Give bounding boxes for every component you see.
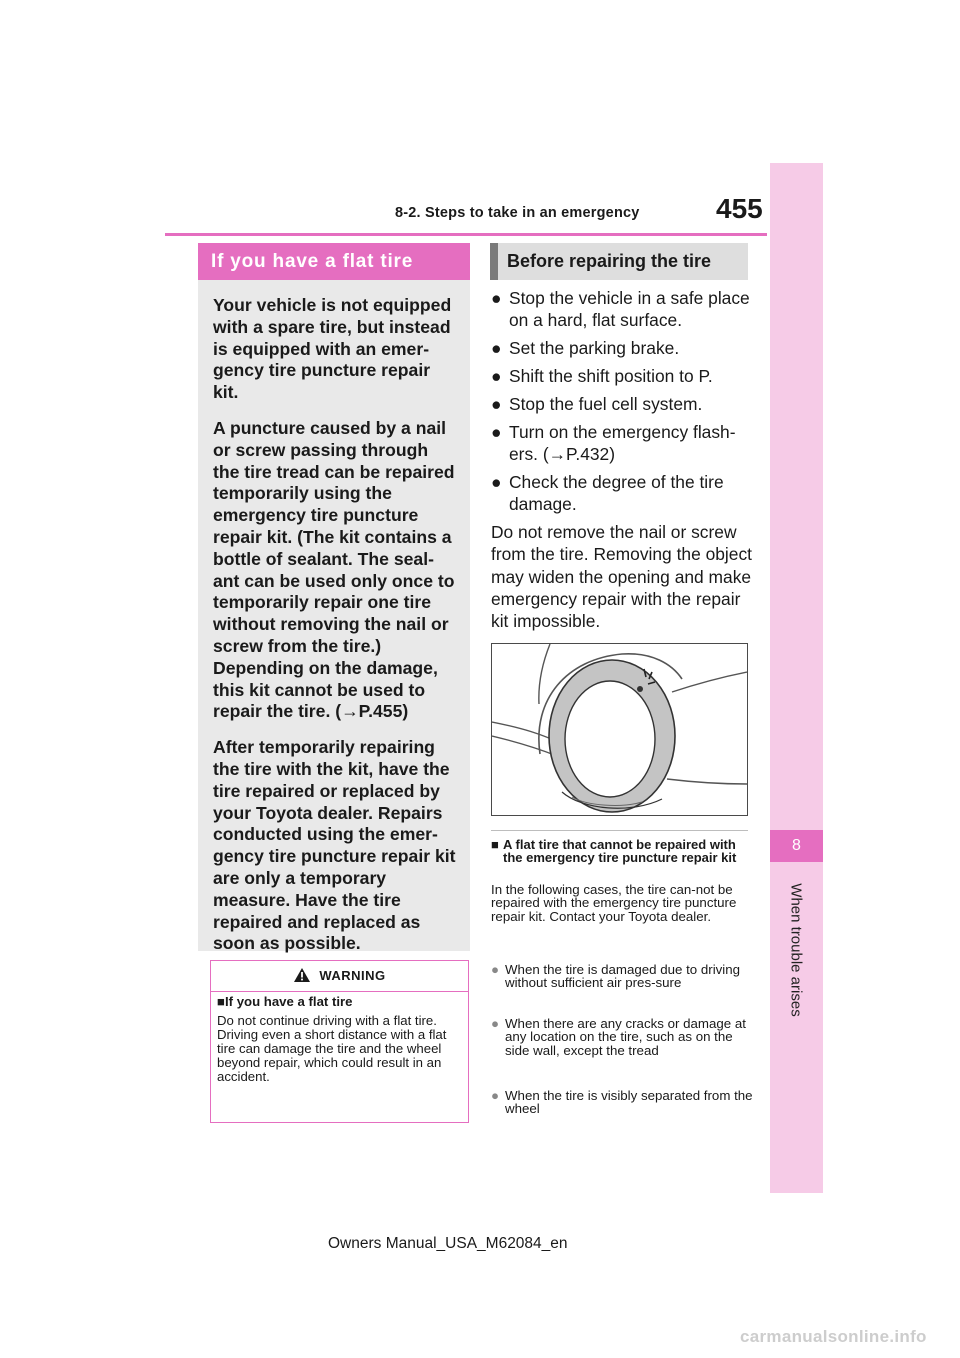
tire-illustration xyxy=(491,643,748,816)
info-paragraph: After temporarily repairing the tire with the kit, have the tire repaired or replaced by your Toyota dealer. Repairs conducted using the emer-gency tire puncture repair kit are only a temporary measure. Have the tire repaired and replaced as soon as possible. xyxy=(213,737,456,954)
list-item: ● Turn on the emergency flash-ers. (→P.432) xyxy=(491,422,736,464)
section-divider xyxy=(491,830,748,831)
warning-title-bar xyxy=(211,961,468,992)
chapter-number: 8 xyxy=(770,830,823,862)
bullet-icon: ● xyxy=(491,366,502,386)
chapter-thumb-tab xyxy=(770,163,823,1193)
bullet-icon: ● xyxy=(491,288,502,308)
bullet-icon: ● xyxy=(491,472,502,492)
info-paragraph: A puncture caused by a nail or screw passing through the tire tread can be repaired temporarily using the emergency tire puncture repair kit. (The kit contains a bottle of sealant. The seal-ant can be used only once to temporarily repair one tire without removing the nail or screw from the tire.) Depending on the damage, this kit cannot be used to repair the tire. (→P.455) xyxy=(213,417,455,722)
header-rule xyxy=(165,233,767,236)
list-item: ● Check the degree of the tire damage. xyxy=(491,472,724,514)
list-item: ● Shift the shift position to P. xyxy=(491,366,713,386)
warning-body: Do not continue driving with a flat tire. Driving even a short distance with a flat tire can damage the tire and the wheel beyond repair, which could result in an accident. xyxy=(217,1013,447,1084)
flat-tire-heading: If you have a flat tire xyxy=(198,243,470,280)
watermark: carmanualsonline.info xyxy=(740,1327,927,1346)
bullet-icon: ● xyxy=(491,1016,500,1031)
section-title: 8-2. Steps to take in an emergency xyxy=(395,205,640,221)
bullet-icon: ● xyxy=(491,962,500,977)
warning-triangle-icon xyxy=(293,967,311,983)
list-item: ● When the tire is damaged due to driving without sufficient air pres-sure xyxy=(491,962,741,991)
warning-box xyxy=(210,960,469,1123)
info-paragraph: Your vehicle is not equipped with a spare tire, but instead is equipped with an emer-gency tire puncture repair kit. xyxy=(213,295,452,403)
page-number: 455 xyxy=(716,193,763,224)
flat-tire-info-box xyxy=(198,280,470,954)
bullet-icon: ● xyxy=(491,1088,500,1103)
chapter-label: When trouble arises xyxy=(787,883,805,1017)
before-repairing-heading: Before repairing the tire xyxy=(490,243,748,280)
square-bullet-icon: ■ xyxy=(217,994,225,1009)
subsection-heading: ■ A flat tire that cannot be repaired with the emergency tire puncture repair kit xyxy=(491,837,737,865)
list-item: ● When there are any cracks or damage at any location on the tire, such as on the side wall, except the tread xyxy=(491,1016,746,1058)
warning-title: WARNING xyxy=(319,968,386,983)
body-paragraph: Do not remove the nail or screw from the tire. Removing the object may widen the opening and make emergency repair with the repair kit impossible. xyxy=(491,522,752,632)
subsection-intro: In the following cases, the tire can-not be repaired with the emergency tire puncture repair kit. Contact your Toyota dealer. xyxy=(491,882,737,924)
bullet-icon: ● xyxy=(491,338,502,358)
list-item: ● Set the parking brake. xyxy=(491,338,680,358)
list-item: ● Stop the fuel cell system. xyxy=(491,394,703,414)
square-bullet-icon: ■ xyxy=(491,837,499,852)
list-item: ● When the tire is visibly separated from the wheel xyxy=(491,1088,753,1117)
bullet-icon: ● xyxy=(491,394,502,414)
warning-subheading: ■If you have a flat tire xyxy=(217,994,353,1009)
list-item: ● Stop the vehicle in a safe place on a hard, flat surface. xyxy=(491,288,750,330)
footer-manual-id: Owners Manual_USA_M62084_en xyxy=(328,1235,568,1252)
bullet-icon: ● xyxy=(491,422,502,442)
